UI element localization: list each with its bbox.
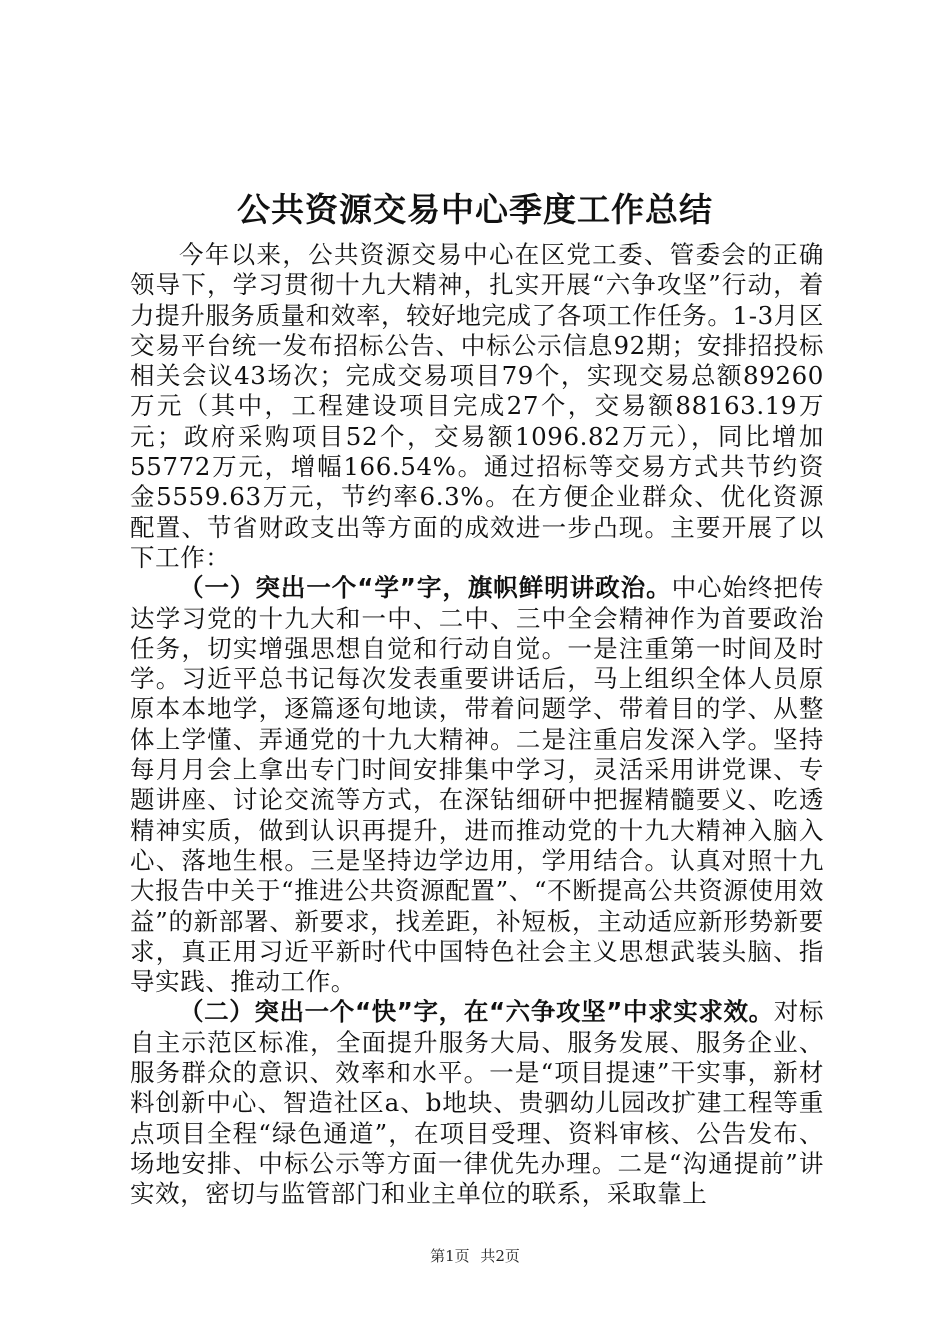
section-heading: （二）突出一个“快”字，在“六争攻坚”中求实求效。 [179,997,774,1027]
page-footer [0,1246,950,1266]
page-total: 共2页 [480,1247,520,1265]
document-title: 公共资源交易中心季度工作总结 [237,190,713,229]
page-number: 第1页 [430,1247,470,1265]
section-heading: （一）突出一个“学”字，旗帜鲜明讲政治。 [179,573,672,603]
document-body [130,240,824,1210]
paragraph-text: 中心始终把传达学习党的十九大和一中、二中、三中全会精神作为首要政治任务，切实增强思想自觉和行动自觉。一是注重第一时间及时学。习近平总书记每次发表重要讲话后，马上组织全体人员原原本本地学，逐篇逐句地读，带着问题学、带着目的学、从整体上学懂、弄通党的十九大精神。二是注重启发深入学。坚持每月月会上拿出专门时间安排集中学习，灵活采用讲党课、专题讲座、讨论交流等方式，在深钻细研中把握精髓要义、吃透精神实质，做到认识再提升，进而推动党的十九大精神入脑入心、落地生根。三是坚持边学边用，学用结合。认真对照十九大报告中关于“推进公共资源配置”、“不断提高公共资源使用效益”的新部署、新要求，找差距，补短板，主动适应新形势新要求，真正用习近平新时代中国特色社会主义思想武装头脑、指导实践、推动工作。 [130,573,824,997]
paragraph-section-1 [130,573,824,997]
paragraph-section-2 [130,997,824,1209]
paragraph-text: 对标自主示范区标准，全面提升服务大局、服务发展、服务企业、服务群众的意识、效率和水平。一是“项目提速”干实事，新材料创新中心、智造社区a、b地块、贵驷幼儿园改扩建工程等重点项目全程“绿色通道”，在项目受理、资料审核、公告发布、场地安排、中标公示等方面一律优先办理。二是“沟通提前”讲实效，密切与监管部门和业主单位的联系，采取靠上 [130,997,824,1209]
paragraph-intro [130,240,824,573]
paragraph-text: 今年以来，公共资源交易中心在区党工委、管委会的正确领导下，学习贯彻十九大精神，扎实开展“六争攻坚”行动，着力提升服务质量和效率，较好地完成了各项工作任务。1-3月区交易平台统一发布招标公告、中标公示信息92期；安排招投标相关会议43场次；完成交易项目79个，实现交易总额89260万元（其中，工程建设项目完成27个，交易额88163.19万元；政府采购项目52个，交易额1096.82万元），同比增加55772万元，增幅166.54%。通过招标等交易方式共节约资金5559.63万元，节约率6.3%。在方便企业群众、优化资源配置、节省财政支出等方面的成效进一步凸现。主要开展了以下工作： [130,240,824,572]
